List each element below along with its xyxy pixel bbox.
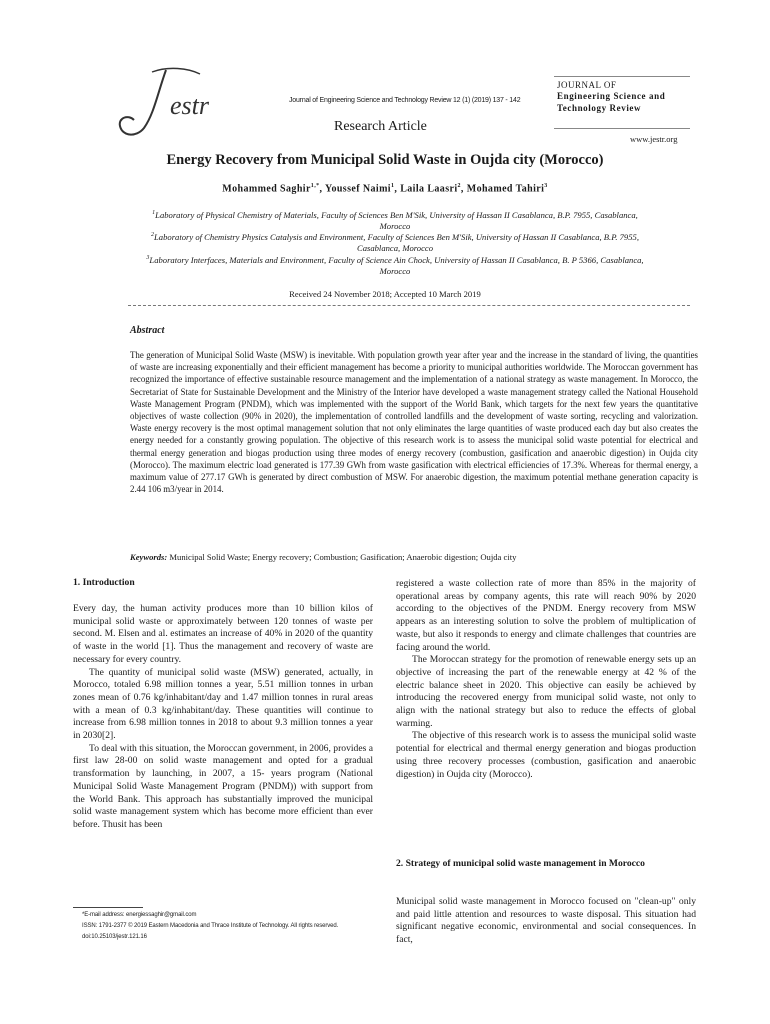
author-affiliation-mark: 1,*	[310, 183, 320, 189]
author-affiliation-mark: 3	[544, 183, 548, 189]
body-paragraph: The Moroccan strategy for the promotion of renewable energy sets up an objective of increasing the part of the renewable energy at 42 % of the electric balance sheet in 2020. This objective can easily be achieved by introducing the recovered energy from municipal solid waste, not only to align with the national strategy but also to reduce the effects of global warming.	[396, 654, 696, 729]
affiliation-2	[140, 230, 650, 254]
author-name: Youssef Naimi	[324, 183, 391, 195]
section-1-heading: 1. Introduction	[73, 577, 135, 588]
svg-text:estr: estr	[170, 91, 209, 120]
author-name: Laila Laasri	[400, 183, 458, 195]
footnote-copyright: ISSN: 1791-2377 © 2019 Eastern Macedonia and Thrace Institute of Technology. All rights reserved.	[82, 923, 339, 929]
journal-logo	[108, 62, 258, 142]
author-affiliation-mark: 1	[390, 183, 395, 189]
journal-name-line-3: Technology Review	[557, 103, 642, 113]
body-paragraph: registered a waste collection rate of more than 85% in the majority of operational areas by company agents, this rate will reach 90% by 2020 according to the objectives of the PNDM. Energy recovery from MSW appears as an interesting solution to solve the problem of multiplication of waste, but also it responds to energy and climate challenges that countries are facing around the world.	[396, 578, 696, 653]
affiliation-mark: 2	[151, 232, 155, 238]
abstract-text: The generation of Municipal Solid Waste (MSW) is inevitable. With population growth year after year and the increase in the standard of living, the quantities of waste are increasing exponentially and their efficient management has become a priority to municipal authorities worldwide. The Moroccan government has recognized the importance of effective sustainable resource management and the implementation of a national strategy as waste management. In Morocco, the Secretariat of State for Sustainable Development and the Ministry of the Interior have developed a waste management strategy called the National Household Waste Management Program (PNDM), which was implemented with the support of the World Bank, which targets for the next few years the quantitative objectives of waste collection (90% in 2020), the implementation of controlled landfills and the development of waste sorting, recycling and valorization. Waste energy recovery is the most optimal management solution that not only eliminates the large quantities of waste produced each day but also creates the energy needed for a constantly growing population. The objective of this research work is to assess the municipal solid waste potential for electrical and thermal energy generation and biogas production using three modes of energy recovery (combustion, gasification and anaerobic digestion) in Oujda city (Morocco). The maximum electric load generated is 177.39 GWh from waste gasification with electrical efficiencies of 17.3%. Whereas for thermal energy, a maximum value of 277.17 GWh is generated by direct combustion of MSW. For anaerobic digestion, the maximum potential methane generation capacity is 2.44 106 m3/year in 2014.	[130, 350, 698, 495]
journal-name-line-1: JOURNAL OF	[557, 80, 617, 90]
affiliation-mark: 3	[146, 255, 150, 261]
footnote-email: *E-mail address: energiessaghir@gmail.com	[82, 912, 197, 918]
body-paragraph: The quantity of municipal solid waste (MSW) generated, actually, in Morocco, totaled 6.98 million tonnes a year, 5.51 million tonnes in urban zones mean of 0.76 kg/inhabitant/day and 1.47 million tonnes in rural areas with a mean of 0.3 kg/inhabitant/day. These quantities will continue to increase from 6.98 million tonnes in 2018 to about 9.3 million tonnes a year in 2030[2].	[73, 666, 373, 742]
body-paragraph: To deal with this situation, the Moroccan government, in 2006, provides a first law 28-00 on solid waste management and opted for a gradual transformation by launching, in 2007, a 15- years program (National Municipal Solid Waste Management Program (PNDM)) with support from the World Bank. This approach has substantially improved the municipal solid waste management system which has become more efficient than ever before. Thusit has been	[73, 742, 373, 830]
body-paragraph: Municipal solid waste management in Morocco focused on "clean-up" only and paid little attention and resources to waste disposal. This situation had significant negative economic, environmental and social consequences. In fact,	[396, 896, 696, 946]
article-type-label: Research Article	[334, 119, 427, 134]
received-dates: Received 24 November 2018; Accepted 10 March 2019	[289, 289, 481, 299]
journal-name-line-2: Engineering Science and	[557, 91, 666, 101]
keywords	[130, 552, 698, 562]
abstract-heading: Abstract	[130, 325, 165, 336]
affiliation-text: Laboratory of Physical Chemistry of Materials, Faculty of Sciences Ben M'Sik, University of Hassan II Casablanca, B.P. 7955, Casablanca, Morocco	[155, 209, 638, 231]
section-2-heading: 2. Strategy of municipal solid waste management in Morocco	[396, 858, 645, 869]
affiliation-1	[140, 208, 650, 232]
keywords-label: Keywords:	[130, 552, 168, 562]
author-name: Mohammed Saghir	[222, 183, 311, 195]
affiliation-mark: 1	[152, 210, 156, 216]
header-divider	[128, 305, 690, 307]
section-2-body	[396, 896, 696, 947]
journal-name-top-rule	[554, 76, 690, 77]
footnote-doi: doi:10.25103/jestr.121.16	[82, 934, 147, 940]
body-paragraph: The objective of this research work is to assess the municipal solid waste potential for electrical and thermal energy generation and biogas production using three recovery processes (combustion, gasification and anaerobic digestion) in Oujda city (Morocco).	[396, 730, 696, 780]
footnote-rule	[73, 907, 143, 908]
affiliation-text: Laboratory Interfaces, Materials and Environment, Faculty of Science Ain Chock, University of Hassan II Casablanca, B. P 5366, Casablanca, Morocco	[149, 254, 644, 276]
body-paragraph: Every day, the human activity produces more than 10 billion kilos of municipal solid waste or approximately between 120 tonnes of waste per second. M. Elsen and al. estimates an increase of 40% in 2020 of the quantity of waste in the world [1]. Thus the management and recovery of waste are necessary for every country.	[73, 603, 373, 665]
affiliation-3	[140, 253, 650, 277]
paper-title: Energy Recovery from Municipal Solid Waste in Oujda city (Morocco)	[166, 152, 604, 168]
jestr-logo-mark	[108, 62, 258, 142]
author-name: Mohamed Tahiri	[466, 183, 545, 195]
right-column	[396, 578, 696, 781]
journal-url-link[interactable]: www.jestr.org	[630, 134, 678, 144]
journal-name-bottom-rule	[554, 128, 690, 129]
left-column	[73, 603, 373, 832]
affiliation-text: Laboratory of Chemistry Physics Catalysis and Environment, Faculty of Sciences Ben M'Sik, University of Hassan II Casablanca, B.P. 7955, Casablanca, Morocco	[154, 231, 639, 253]
author-affiliation-mark: 2	[457, 183, 461, 189]
keywords-list: Municipal Solid Waste; Energy recovery; Combustion; Gasification; Anaerobic digestion; Oujda city	[169, 552, 517, 562]
author-list: Mohammed Saghir$^{1,*}$, Youssef Naimi$^1$, Laila Laasri$^2$, Mohamed Tahiri$^3$	[222, 183, 548, 195]
journal-citation-line: Journal of Engineering Science and Technology Review 12 (1) (2019) 137 - 142	[289, 97, 521, 104]
